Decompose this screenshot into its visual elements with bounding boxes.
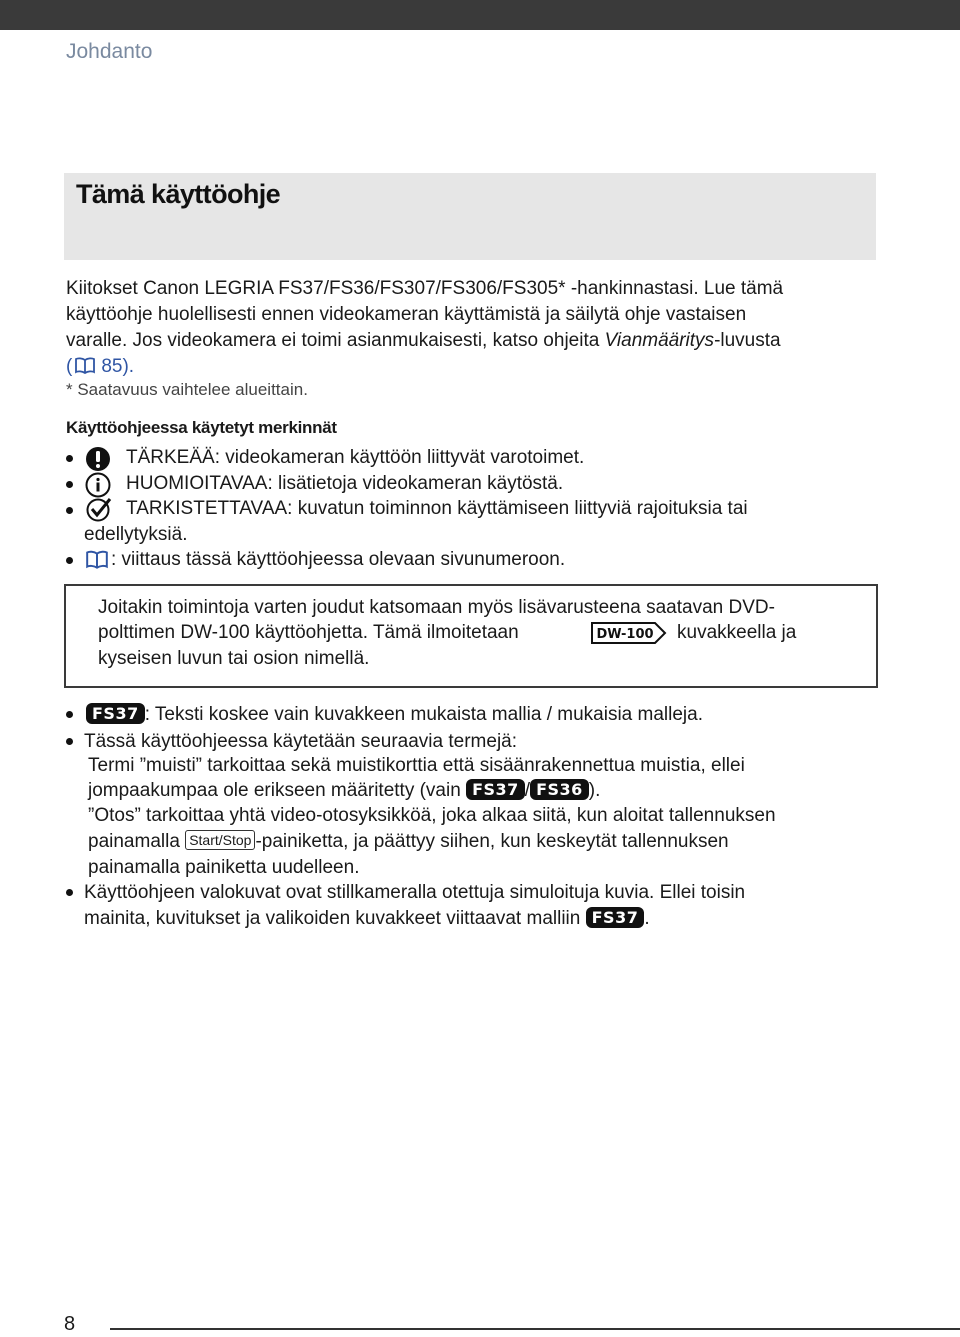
footer-rule (110, 1328, 960, 1330)
checklist-text-line-1: TARKISTETTAVAA: kuvatun toiminnon käyttämiseen liittyviä rajoituksia tai (126, 498, 748, 519)
notes-text: HUOMIOITAVAA: lisätietoja videokameran käytöstä. (126, 473, 564, 494)
period: . (644, 908, 650, 929)
book-icon (74, 356, 96, 374)
ref-page: 85 (101, 356, 123, 377)
book-icon (85, 549, 109, 569)
fs37-model-badge: FS37 (586, 907, 645, 928)
model-bullet-text: : Teksti koskee vain kuvakkeen mukaista mallia / mukaisia malleja. (144, 704, 703, 725)
important-text: TÄRKEÄÄ: videokameran käyttöön liittyvät varotoimet. (126, 447, 585, 468)
checklist-icon (85, 496, 113, 522)
scene-term-line-3: painamalla painiketta uudelleen. (88, 857, 360, 878)
bullet-dot (66, 481, 73, 488)
fs37-model-badge: FS37 (466, 779, 525, 800)
intro-line-3 (66, 328, 886, 354)
note-line-3: kyseisen luvun tai osion nimellä. (98, 648, 370, 669)
bullet-dot (66, 889, 73, 896)
fs37-model-badge: FS37 (86, 703, 145, 724)
fs36-model-badge: FS36 (530, 779, 589, 800)
dw-100-badge (589, 620, 669, 646)
page-title: Tämä käyttöohje (76, 179, 281, 209)
intro-line-2: käyttöohje huolellisesti ennen videokameran käyttämistä ja säilytä ohje vastaisen (66, 304, 747, 325)
intro-line-3-text: varalle. Jos videokamera ei toimi asianmukaisesti, katso ohjeita (66, 330, 605, 351)
note-line-1: Joitakin toimintoja varten joudut katsomaan myös lisävarusteena saatavan DVD- (98, 597, 775, 618)
bullet-dot (66, 455, 73, 462)
symbols-heading: Käyttöohjeessa käytetyt merkinnät (66, 418, 337, 437)
memory-term-line-1: Termi ”muisti” tarkoittaa sekä muistikorttia että sisäänrakennettua muistia, ellei (88, 755, 745, 776)
note-line-2: polttimen DW-100 käyttöohjetta. Tämä ilmoitetaan (98, 622, 519, 643)
memory-term-line-2-text: jompaakumpaa ole erikseen määritetty (vain (88, 780, 461, 801)
slash: / (524, 780, 531, 801)
intro-paragraph (66, 276, 886, 380)
page-reference-link[interactable] (66, 354, 886, 380)
scene-term-line-2-suffix: -painiketta, ja päättyy siihen, kun keskeytät tallennuksen (255, 831, 729, 852)
dw-100-badge-label: DW-100 (596, 627, 654, 642)
bullet-dot (66, 738, 73, 745)
scene-term-line-1: ”Otos” tarkoittaa yhtä video-otosyksikköä, joka alkaa siitä, kun aloitat tallennuksen (88, 805, 776, 826)
bullet-dot (66, 711, 73, 718)
close-paren: ). (588, 780, 601, 801)
checklist-text-line-2: edellytyksiä. (84, 524, 188, 545)
bullet-dot (66, 507, 73, 514)
note-line-2-suffix: kuvakkeella ja (677, 622, 797, 643)
model-bullet (86, 702, 703, 728)
photos-line-2-text: mainita, kuvitukset ja valikoiden kuvakkeet viittaavat malliin (84, 908, 581, 929)
intro-line-1: Kiitokset Canon LEGRIA FS37/FS36/FS307/FS306/FS305* -hankinnastasi. Lue tämä (66, 278, 784, 299)
page-ref-text: : viittaus tässä käyttöohjeessa olevaan sivunumeroon. (111, 549, 566, 570)
intro-line-3-suffix: -luvusta (714, 330, 781, 351)
ref-open: ( (66, 356, 73, 377)
title-box (64, 173, 876, 260)
troubleshooting-title: Vianmääritys (604, 330, 715, 351)
photos-line-1: Käyttöohjeen valokuvat ovat stillkameralla otettuja simuloituja kuvia. Ellei toisin (84, 882, 746, 903)
top-bar (0, 0, 960, 30)
notes-icon (85, 472, 111, 498)
terms-heading: Tässä käyttöohjeessa käytetään seuraavia termejä: (84, 731, 518, 752)
bullet-dot (66, 557, 73, 564)
availability-footnote: * Saatavuus vaihtelee alueittain. (66, 380, 308, 399)
ref-close: ). (122, 356, 135, 377)
scene-term-line-2 (88, 829, 729, 855)
start-stop-key: Start/Stop (185, 830, 255, 850)
section-label: Johdanto (66, 40, 153, 63)
page-number: 8 (64, 1313, 76, 1335)
photos-line-2 (84, 906, 650, 932)
memory-term-line-2 (88, 778, 600, 804)
scene-term-line-2-text: painamalla (88, 831, 180, 852)
important-icon (85, 446, 111, 472)
